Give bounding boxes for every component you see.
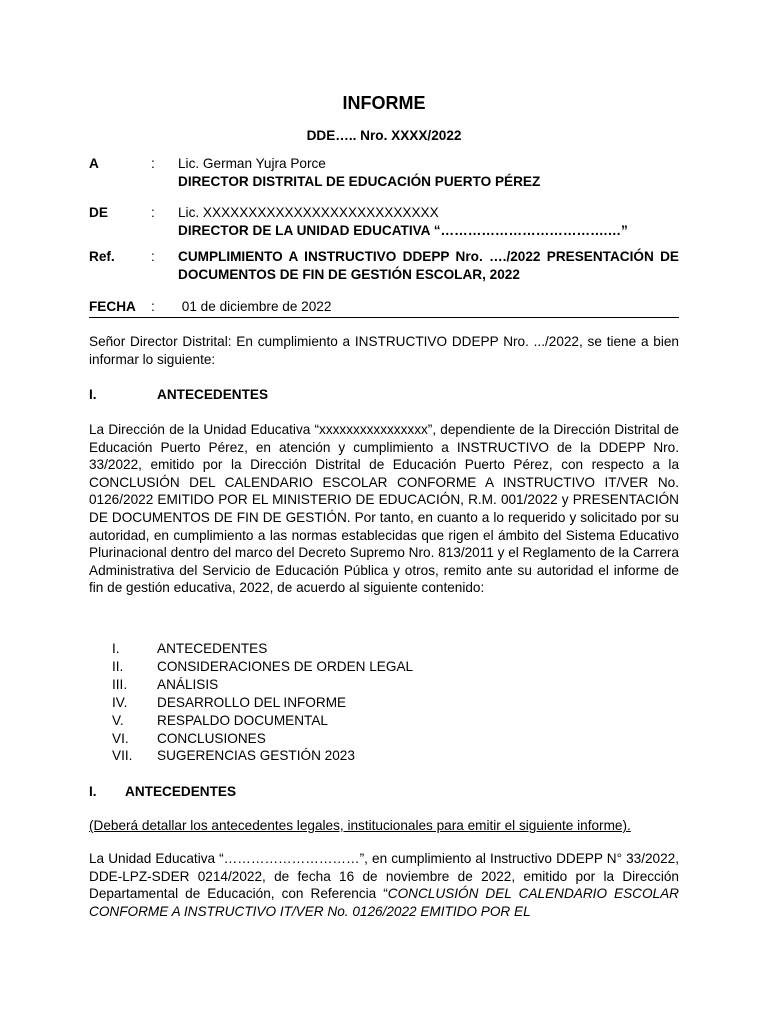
list-item: V. RESPALDO DOCUMENTAL: [112, 712, 328, 728]
section-title: ANTECEDENTES: [157, 387, 269, 402]
field-de: [89, 204, 679, 239]
sender-name: Lic. XXXXXXXXXXXXXXXXXXXXXXXXXX: [178, 205, 439, 220]
document-reference-number: DDE….. Nro. XXXX/2022: [306, 128, 462, 143]
instruction-note: (Deberá detallar los antecedentes legales, institucionales para emitir el siguiente informe).: [89, 818, 631, 833]
field-fecha-value: 01 de diciembre de 2022: [178, 299, 332, 314]
list-item: VI. CONCLUSIONES: [112, 730, 266, 746]
sender-position: DIRECTOR DE LA UNIDAD EDUCATIVA “……………………………….…”: [178, 222, 628, 238]
paragraph-2-text: La Unidad Educativa “…………………………”, en cumplimiento al Instructivo DDEPP N° 33/2022, DDE-LPZ-SDER 0214/2022, de fecha 16 de noviembre de 2022, emitido por la Dirección Departamental de Educación, con Referencia “: [89, 851, 679, 902]
section-number: I.: [89, 387, 97, 402]
field-ref-label: Ref.: [89, 249, 115, 264]
recipient-name: Lic. German Yujra Porce: [178, 156, 326, 171]
field-ref-value: CUMPLIMIENTO A INSTRUCTIVO DDEPP Nro. …./2022 PRESENTACIÓN DE DOCUMENTOS DE FIN DE GESTIÓN ESCOLAR, 2022: [178, 249, 679, 282]
field-ref: [89, 248, 679, 283]
list-item: III. ANÁLISIS: [112, 676, 219, 692]
field-a-colon: :: [151, 156, 155, 171]
field-a-value: [178, 155, 679, 190]
list-item: IV. DESARROLLO DEL INFORME: [112, 694, 347, 710]
header-divider: [89, 317, 679, 318]
section-number: I.: [89, 784, 97, 799]
intro-paragraph: Señor Director Distrital: En cumplimiento a INSTRUCTIVO DDEPP Nro. .../2022, se tiene a bien informar lo siguiente:: [89, 334, 679, 367]
body-paragraph-1: La Dirección de la Unidad Educativa “xxxxxxxxxxxxxxxx”, dependiente de la Dirección Distrital de Educación Puerto Pérez, en atención y cumplimiento a INSTRUCTIVO de la DDEPP Nro. 33/2022, emitido por la Dirección Distrital de Educación Puerto Pérez, con respecto a la CONCLUSIÓN DEL CALENDARIO ESCOLAR CONFORME A INSTRUCTIVO IT/VER No. 0126/2022 EMITIDO POR EL MINISTERIO DE EDUCACIÓN, R.M. 001/2022 y PRESENTACIÓN DE DOCUMENTOS DE FIN DE GESTIÓN. Por tanto, en cuanto a lo requerido y solicitado por su autoridad, en cumplimiento a las normas establecidas que rigen el ámbito del Sistema Educativo Plurinacional dentro del marco del Decreto Supremo Nro. 813/2011 y el Reglamento de la Carrera Administrativa del Servicio de Educación Pública y otros, remito ante su autoridad el informe de fin de gestión educativa, 2022, de acuerdo al siguiente contenido:: [89, 422, 679, 596]
field-de-value: [178, 204, 679, 239]
section-heading-antecedentes-detail: [89, 783, 679, 801]
field-a-label: A: [89, 156, 99, 171]
document-title: INFORME: [342, 93, 426, 113]
list-item: VII. SUGERENCIAS GESTIÓN 2023: [112, 748, 355, 764]
field-fecha-colon: :: [151, 299, 155, 314]
recipient-position: DIRECTOR DISTRITAL DE EDUCACIÓN PUERTO PÉREZ: [178, 173, 541, 189]
field-de-colon: :: [151, 205, 155, 220]
field-fecha: [89, 298, 679, 316]
list-item: II. CONSIDERACIONES DE ORDEN LEGAL: [112, 658, 414, 674]
field-a: [89, 155, 679, 190]
field-fecha-label: FECHA: [89, 299, 136, 314]
field-de-label: DE: [89, 205, 108, 220]
list-item: I. ANTECEDENTES: [112, 641, 268, 656]
section-heading-antecedentes: [89, 386, 679, 404]
field-ref-colon: :: [151, 249, 155, 264]
paragraph-2-quoted-reference: CONCLUSIÓN DEL CALENDARIO ESCOLAR CONFORME A INSTRUCTIVO IT/VER No. 0126/2022 EMITIDO POR EL: [89, 886, 679, 919]
section-title: ANTECEDENTES: [125, 784, 237, 799]
body-paragraph-2: [89, 850, 679, 920]
contents-list: [112, 640, 612, 765]
